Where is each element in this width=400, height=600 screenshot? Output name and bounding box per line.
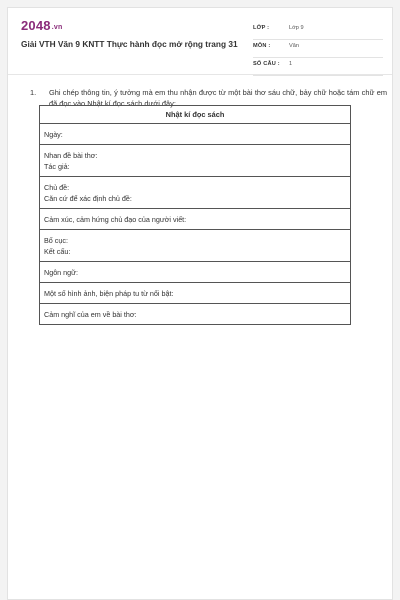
meta-value: 1	[289, 61, 293, 67]
table-header-row	[40, 106, 351, 124]
meta-label: LỚP :	[253, 25, 270, 31]
table-row	[40, 283, 351, 304]
cell-line: Ngôn ngữ:	[44, 267, 78, 277]
table-heading: Nhật kí đọc sách	[40, 106, 351, 124]
meta-row-class	[253, 22, 383, 40]
meta-label: SỐ CÂU :	[253, 61, 280, 67]
logo-main-text: 2048	[21, 18, 51, 33]
journal-cell-theme[interactable]	[40, 177, 351, 209]
journal-cell-title-author[interactable]	[40, 145, 351, 177]
journal-cell-imagery[interactable]	[40, 283, 351, 304]
cell-line: Một số hình ảnh, biện pháp tu từ nổi bật:	[44, 288, 174, 298]
worksheet-header	[8, 8, 392, 75]
meta-row-question-count	[253, 58, 383, 76]
cell-line: Chủ đề:	[44, 182, 70, 192]
journal-cell-reflection[interactable]	[40, 304, 351, 325]
question-number: 1.	[30, 88, 37, 97]
question-text: Ghi chép thông tin, ý tưởng mà em thu nhận được từ một bài thơ sáu chữ, bảy chữ hoặc tám chữ em đã đọc vào Nhật kí đọc sách dưới đây:	[49, 88, 387, 108]
cell-line: Tác giả:	[44, 161, 70, 171]
cell-line: Kết cấu:	[44, 246, 71, 256]
meta-info	[253, 22, 383, 76]
meta-row-subject	[253, 40, 383, 58]
meta-value: Văn	[289, 43, 299, 49]
cell-line: Bố cục:	[44, 235, 68, 245]
table-row	[40, 124, 351, 145]
cell-line: Ngày:	[44, 129, 63, 139]
journal-cell-emotion[interactable]	[40, 209, 351, 230]
table-row	[40, 177, 351, 209]
meta-label: MÔN :	[253, 43, 271, 49]
site-logo[interactable]	[21, 18, 62, 33]
table-row	[40, 145, 351, 177]
journal-cell-date[interactable]	[40, 124, 351, 145]
journal-cell-structure[interactable]	[40, 230, 351, 262]
table-row	[40, 209, 351, 230]
logo-suffix-text: .vn	[51, 24, 63, 31]
reading-journal-table	[39, 105, 351, 325]
document-title: Giải VTH Văn 9 KNTT Thực hành đọc mở rộng trang 31	[21, 39, 238, 49]
cell-line: Căn cứ để xác định chủ đề:	[44, 193, 132, 203]
table-row	[40, 262, 351, 283]
table-row	[40, 230, 351, 262]
cell-line: Nhan đề bài thơ:	[44, 150, 98, 160]
cell-line: Cảm xúc, cảm hứng chủ đạo của người viết:	[44, 214, 187, 224]
cell-line: Cảm nghĩ của em về bài thơ:	[44, 309, 137, 319]
table-row	[40, 304, 351, 325]
meta-value: Lớp 9	[289, 25, 304, 31]
journal-cell-language[interactable]	[40, 262, 351, 283]
